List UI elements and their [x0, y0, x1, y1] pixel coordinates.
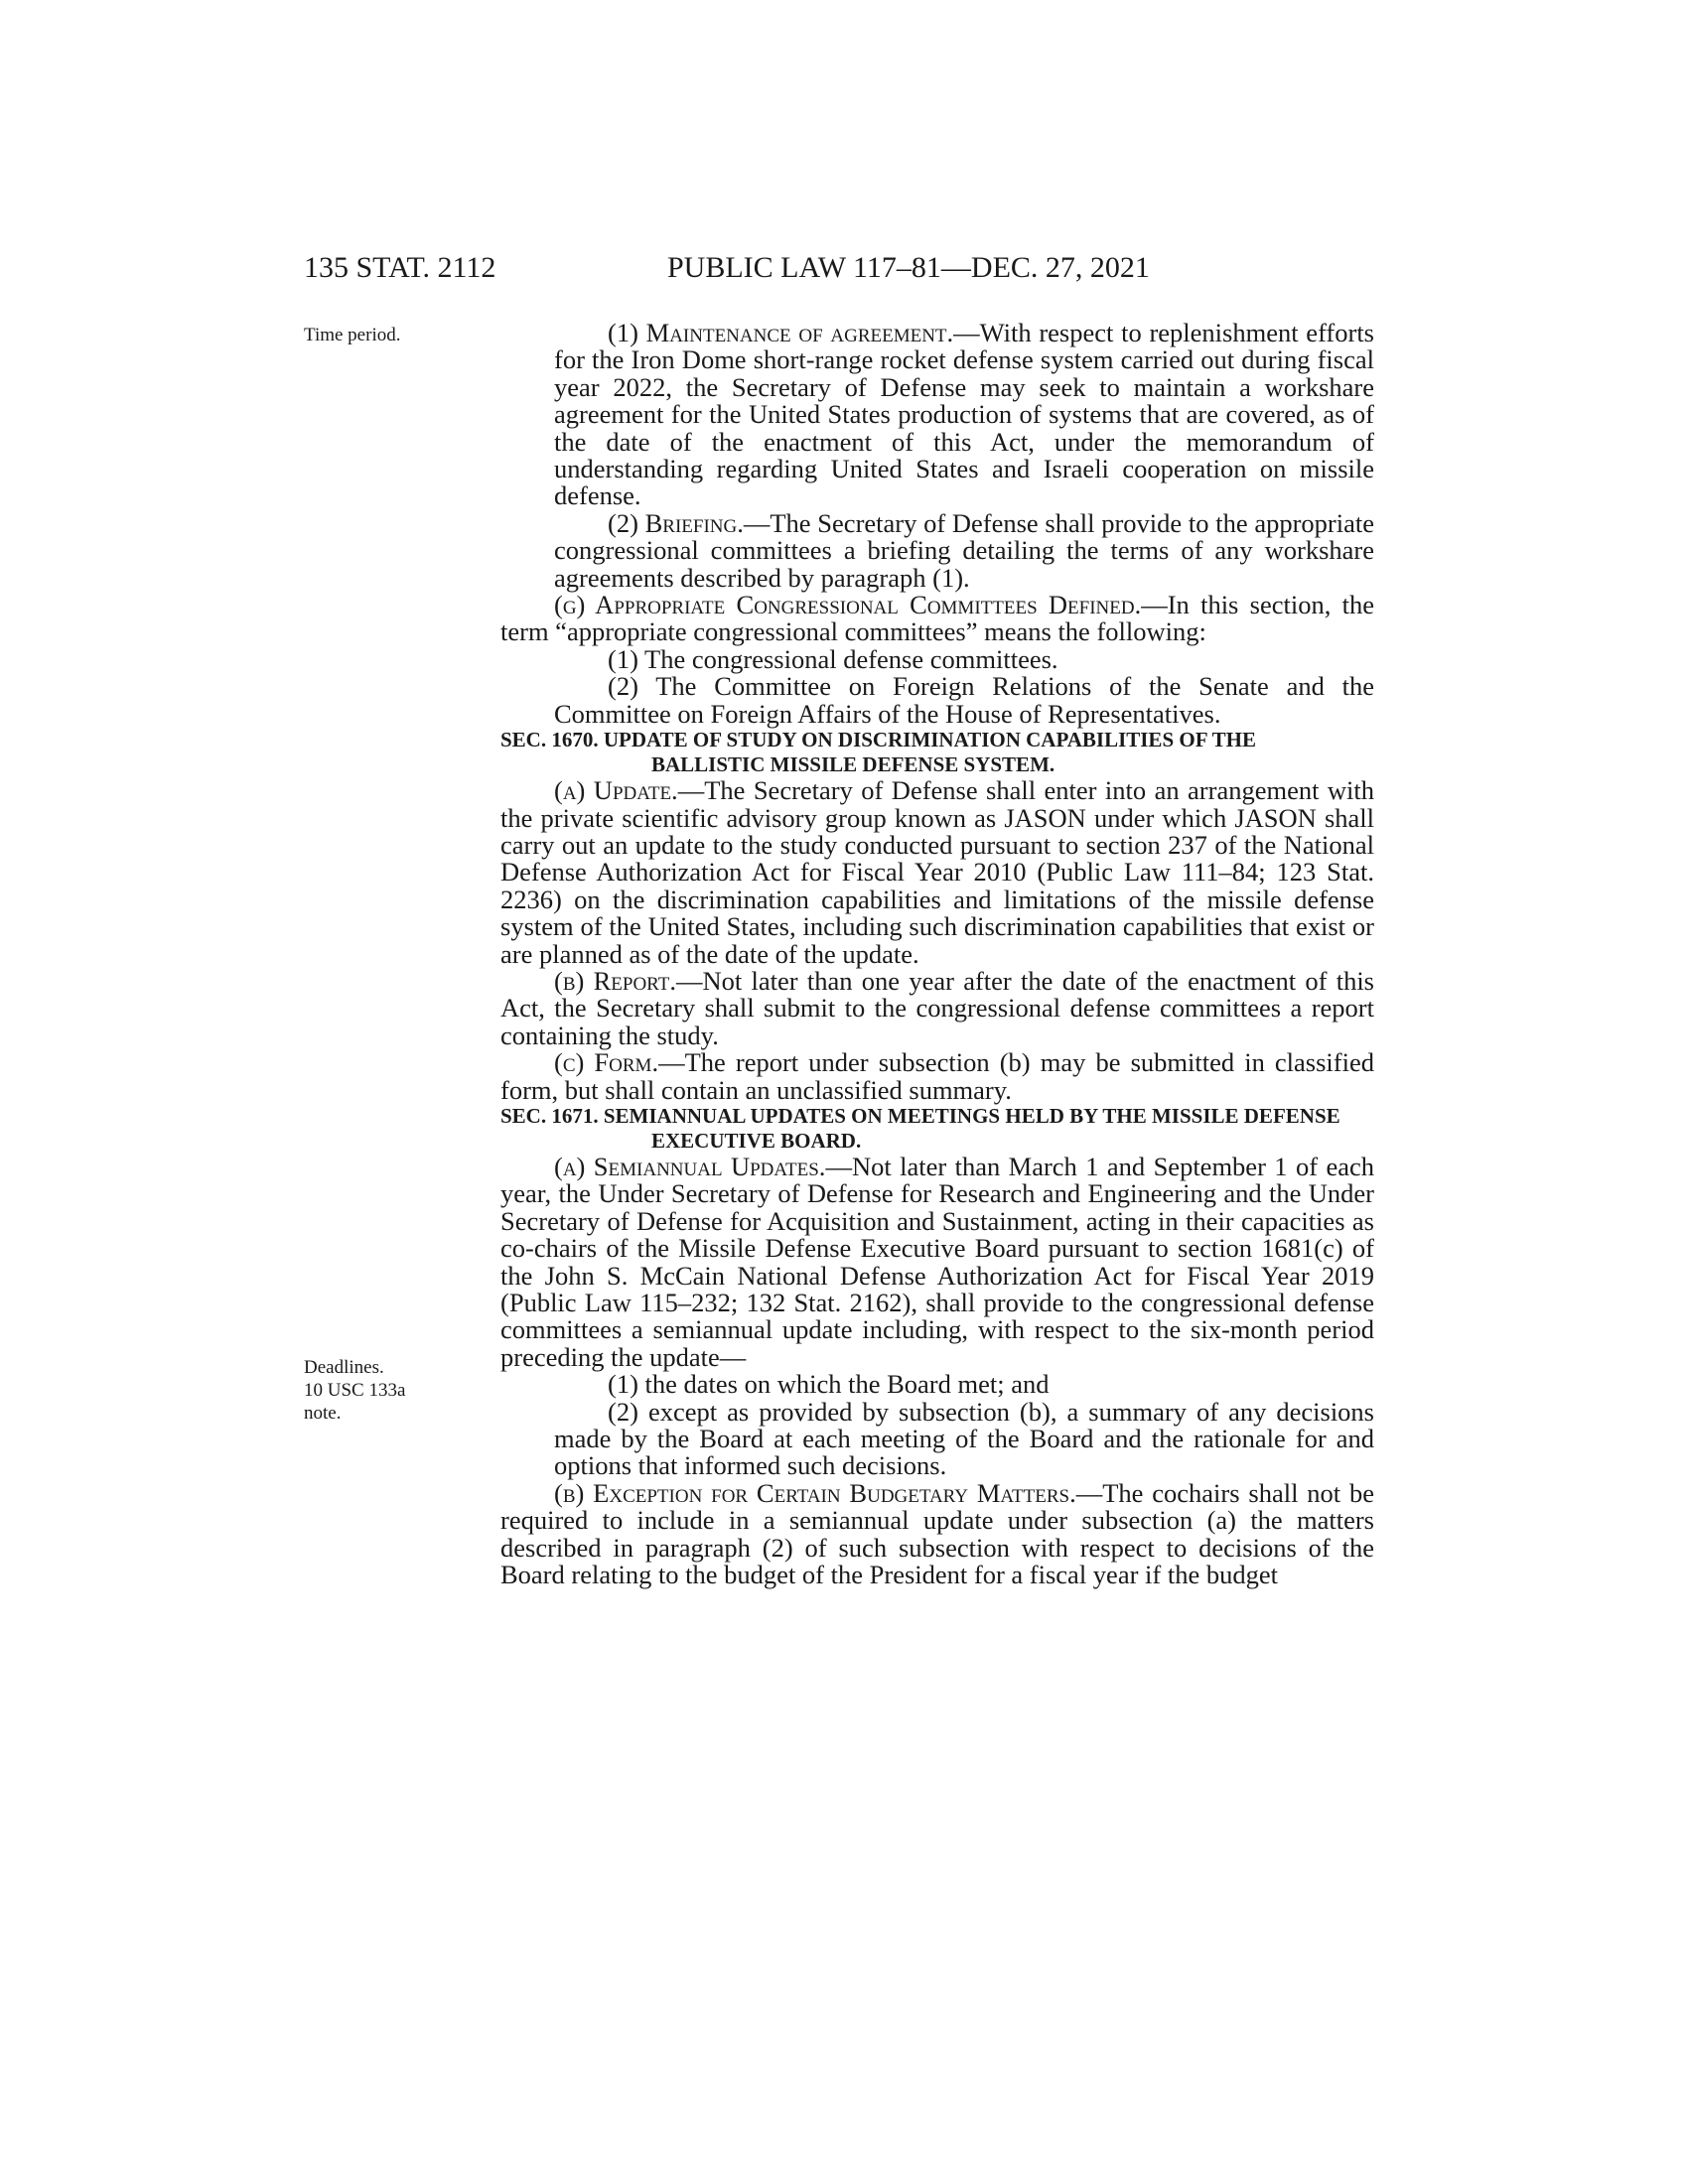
- paragraph-f1: (1) Maintenance of agreement.—With respect to replenishment efforts for the Iron Dome short-range rocket defense system carried out during fiscal year 2022, the Secretary of Defense may seek to maintain a workshare agreement for the United States production of systems that are covered, as of the date of the enactment of this Act, under the memorandum of understanding regarding United States and Israeli cooperation on missile defense.: [554, 318, 1374, 511]
- subsection-heading: (c) Form.: [554, 1047, 659, 1078]
- paragraph-heading: (1) Maintenance of agreement.: [608, 318, 954, 347]
- margin-note-line: Deadlines.: [304, 1357, 384, 1378]
- section-1671-a1: (1) the dates on which the Board met; and: [608, 1369, 1050, 1400]
- margin-note-time-period: Time period.: [304, 325, 401, 345]
- running-title: PUBLIC LAW 117–81—DEC. 27, 2021: [667, 251, 1150, 284]
- stat-page-number: 135 STAT. 2112: [304, 251, 496, 284]
- paragraph-g2: (2) The Committee on Foreign Relations of the Senate and the Committee on Foreign Affairs of the House of Representatives.: [554, 671, 1374, 729]
- subsection-g: (g) Appropriate Congressional Committees Defined.—In this section, the term “appropriate congressional committees” means the following:: [500, 590, 1374, 647]
- subsection-heading: (g) Appropriate Congressional Committees Defined.: [554, 590, 1142, 620]
- section-1670-a: (a) Update.—The Secretary of Defense shall enter into an arrangement with the private scientific advisory group known as JASON under which JASON shall carry out an update to the study conducted pursuant to section 237 of the National Defense Authorization Act for Fiscal Year 2010 (Public Law 111–84; 123 Stat. 2236) on the discrimination capabilities and limitations of the missile defense system of the United States, including such discrimination capabilities that exist or are planned as of the date of the update.: [500, 775, 1374, 969]
- subsection-heading: (a) Semiannual Updates.: [554, 1151, 826, 1181]
- margin-note-line: note.: [304, 1403, 342, 1424]
- section-1671-title: SEC. 1671. SEMIANNUAL UPDATES ON MEETINGS HELD BY THE MISSILE DEFENSE EXECUTIVE BOARD.: [500, 1103, 1340, 1153]
- subsection-heading: (b) Exception for Certain Budgetary Matters.: [554, 1477, 1076, 1508]
- margin-note-line: 10 USC 133a: [304, 1380, 406, 1401]
- subsection-heading: (b) Report.: [554, 965, 676, 996]
- section-1670-title: SEC. 1670. UPDATE OF STUDY ON DISCRIMINATION CAPABILITIES OF THE BALLISTIC MISSILE DEFENSE SYSTEM.: [500, 728, 1256, 777]
- statute-body: [500, 320, 1374, 1588]
- section-1670-c: (c) Form.—The report under subsection (b) may be submitted in classified form, but shall contain an unclassified summary.: [500, 1047, 1374, 1105]
- page-header: [304, 248, 1376, 288]
- paragraph-heading: (2) Briefing.: [608, 507, 744, 538]
- margin-note-deadlines: [304, 1356, 405, 1425]
- subsection-heading: (a) Update.: [554, 775, 678, 806]
- section-1670-b: (b) Report.—Not later than one year after the date of the enactment of this Act, the Secretary shall submit to the congressional defense committees a report containing the study.: [500, 965, 1374, 1050]
- section-1671-a2: (2) except as provided by subsection (b), a summary of any decisions made by the Board at each meeting of the Board and the rationale for and options that informed such decisions.: [554, 1396, 1374, 1481]
- paragraph-g1: (1) The congressional defense committees.: [608, 643, 1058, 674]
- section-1671-a: (a) Semiannual Updates.—Not later than March 1 and September 1 of each year, the Under Secretary of Defense for Research and Engineering and the Under Secretary of Defense for Acquisition and Sustainment, acting in their capacities as co-chairs of the Missile Defense Executive Board pursuant to section 1681(c) of the John S. McCain National Defense Authorization Act for Fiscal Year 2019 (Public Law 115–232; 132 Stat. 2162), shall provide to the congressional defense committees a semiannual update including, with respect to the six-month period preceding the update—: [500, 1151, 1375, 1372]
- section-1671-b: (b) Exception for Certain Budgetary Matters.—The cochairs shall not be required to include in a semiannual update under subsection (a) the matters described in paragraph (2) of such subsection with respect to decisions of the Board relating to the budget of the President for a fiscal year if the budget: [500, 1477, 1374, 1590]
- paragraph-f2: (2) Briefing.—The Secretary of Defense shall provide to the appropriate congressional committees a briefing detailing the terms of any workshare agreements described by paragraph (1).: [554, 507, 1374, 593]
